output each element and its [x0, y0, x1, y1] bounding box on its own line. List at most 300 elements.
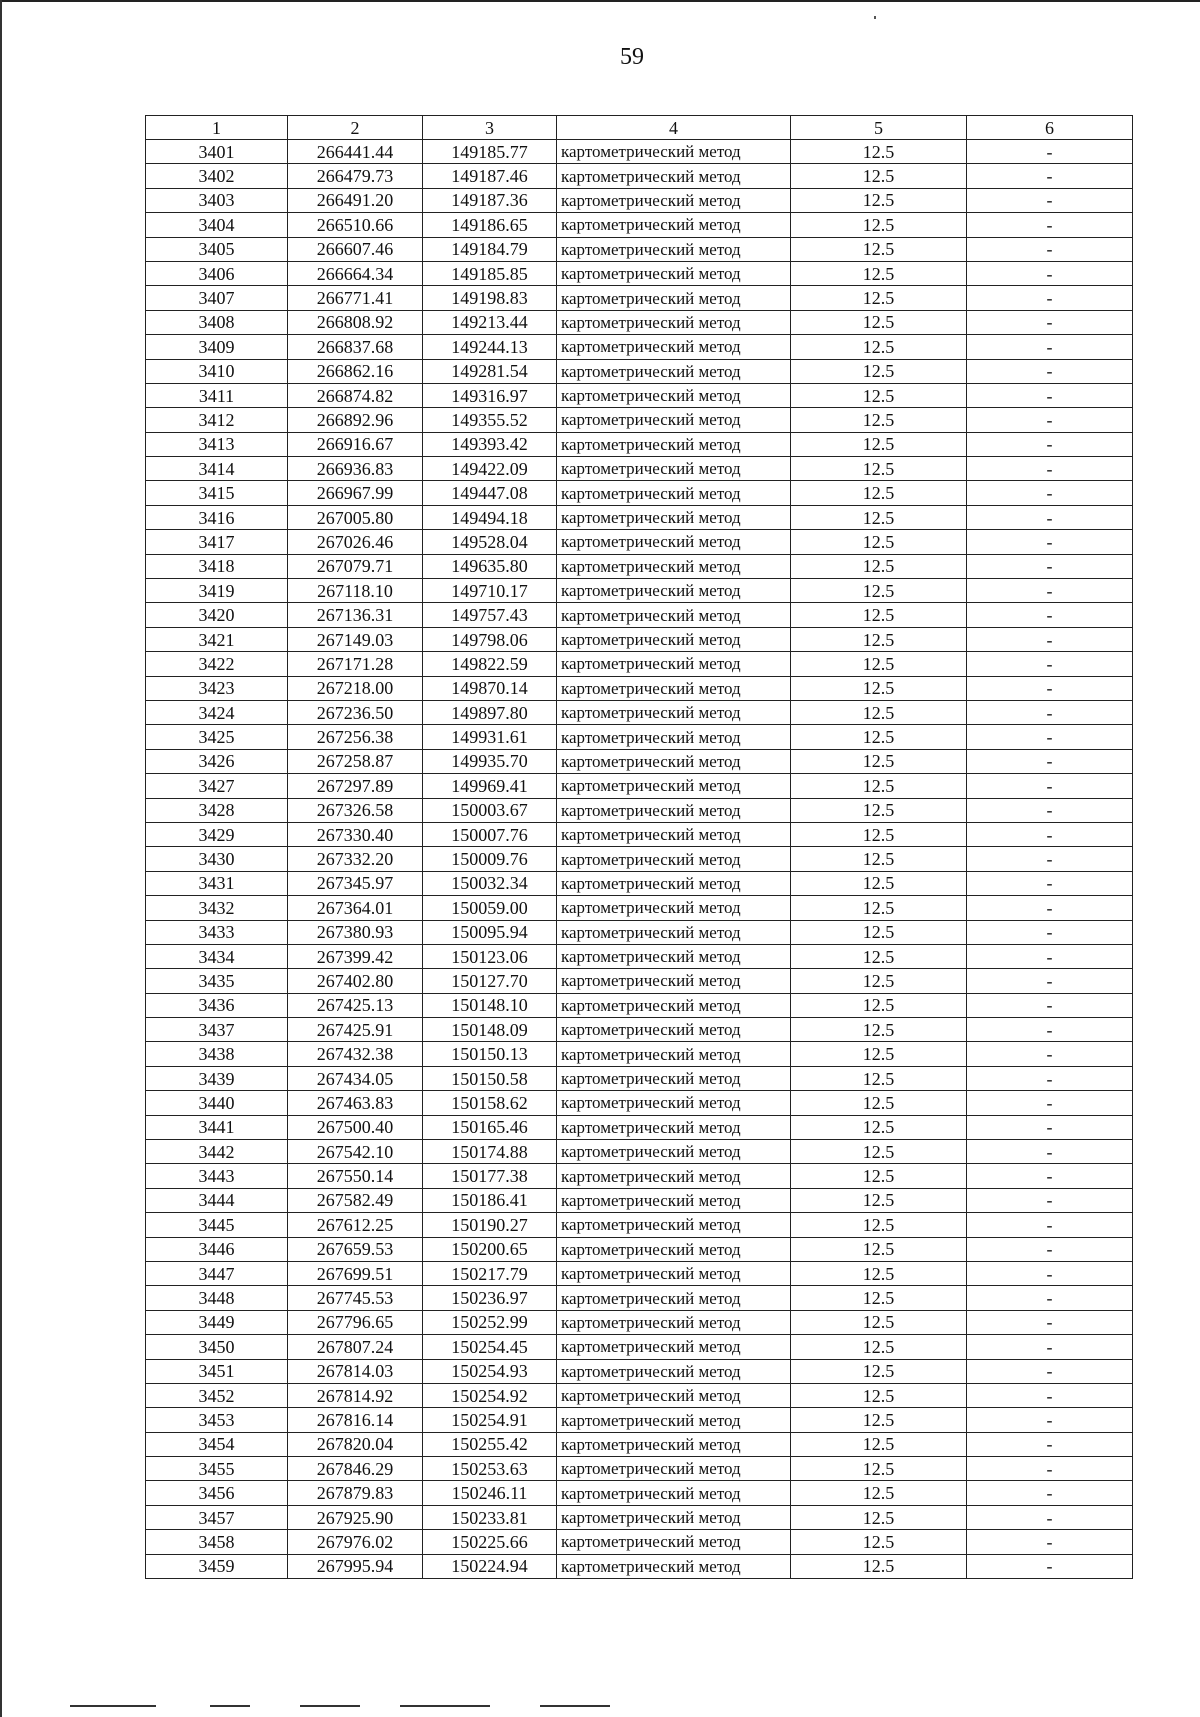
method-cell: картометрический метод: [557, 700, 791, 724]
note-cell: -: [967, 700, 1133, 724]
point-number-cell: 3448: [146, 1286, 288, 1310]
accuracy-cell: 12.5: [791, 1018, 967, 1042]
table-row: [146, 237, 1133, 261]
point-number-cell: 3408: [146, 310, 288, 334]
y-coordinate-cell: 149422.09: [423, 457, 557, 481]
y-coordinate-cell: 150059.00: [423, 896, 557, 920]
y-coordinate-cell: 150174.88: [423, 1140, 557, 1164]
y-coordinate-cell: 150186.41: [423, 1188, 557, 1212]
x-coordinate-cell: 267330.40: [288, 822, 423, 846]
method-cell: картометрический метод: [557, 1140, 791, 1164]
note-cell: -: [967, 359, 1133, 383]
method-cell: картометрический метод: [557, 1359, 791, 1383]
table-row: [146, 481, 1133, 505]
accuracy-cell: 12.5: [791, 1481, 967, 1505]
column-header: 5: [791, 116, 967, 140]
accuracy-cell: 12.5: [791, 579, 967, 603]
x-coordinate-cell: 266479.73: [288, 164, 423, 188]
note-cell: -: [967, 432, 1133, 456]
page-top-edge: [0, 0, 1200, 2]
point-number-cell: 3405: [146, 237, 288, 261]
x-coordinate-cell: 266664.34: [288, 261, 423, 285]
point-number-cell: 3445: [146, 1213, 288, 1237]
point-number-cell: 3424: [146, 700, 288, 724]
y-coordinate-cell: 150225.66: [423, 1530, 557, 1554]
y-coordinate-cell: 150217.79: [423, 1261, 557, 1285]
note-cell: -: [967, 774, 1133, 798]
table-row: [146, 1383, 1133, 1407]
note-cell: -: [967, 1237, 1133, 1261]
method-cell: картометрический метод: [557, 1188, 791, 1212]
method-cell: картометрический метод: [557, 1066, 791, 1090]
y-coordinate-cell: 149187.36: [423, 188, 557, 212]
accuracy-cell: 12.5: [791, 871, 967, 895]
x-coordinate-cell: 267345.97: [288, 871, 423, 895]
y-coordinate-cell: 150177.38: [423, 1164, 557, 1188]
note-cell: -: [967, 1140, 1133, 1164]
accuracy-cell: 12.5: [791, 822, 967, 846]
table-row: [146, 798, 1133, 822]
x-coordinate-cell: 267136.31: [288, 603, 423, 627]
method-cell: картометрический метод: [557, 1505, 791, 1529]
accuracy-cell: 12.5: [791, 749, 967, 773]
method-cell: картометрический метод: [557, 1164, 791, 1188]
point-number-cell: 3443: [146, 1164, 288, 1188]
accuracy-cell: 12.5: [791, 1213, 967, 1237]
table-row: [146, 1164, 1133, 1188]
method-cell: картометрический метод: [557, 847, 791, 871]
table-row: [146, 310, 1133, 334]
x-coordinate-cell: 267814.92: [288, 1383, 423, 1407]
accuracy-cell: 12.5: [791, 164, 967, 188]
note-cell: -: [967, 1530, 1133, 1554]
y-coordinate-cell: 150148.09: [423, 1018, 557, 1042]
method-cell: картометрический метод: [557, 408, 791, 432]
table-row: [146, 554, 1133, 578]
table-row: [146, 457, 1133, 481]
column-header: 3: [423, 116, 557, 140]
note-cell: -: [967, 310, 1133, 334]
point-number-cell: 3416: [146, 505, 288, 529]
x-coordinate-cell: 266892.96: [288, 408, 423, 432]
table-row: [146, 1140, 1133, 1164]
x-coordinate-cell: 266771.41: [288, 286, 423, 310]
note-cell: -: [967, 554, 1133, 578]
x-coordinate-cell: 267925.90: [288, 1505, 423, 1529]
y-coordinate-cell: 149198.83: [423, 286, 557, 310]
method-cell: картометрический метод: [557, 1530, 791, 1554]
accuracy-cell: 12.5: [791, 1554, 967, 1578]
note-cell: -: [967, 1481, 1133, 1505]
x-coordinate-cell: 267005.80: [288, 505, 423, 529]
note-cell: -: [967, 140, 1133, 164]
y-coordinate-cell: 150150.13: [423, 1042, 557, 1066]
note-cell: -: [967, 579, 1133, 603]
y-coordinate-cell: 149931.61: [423, 725, 557, 749]
point-number-cell: 3459: [146, 1554, 288, 1578]
method-cell: картометрический метод: [557, 261, 791, 285]
table-row: [146, 725, 1133, 749]
x-coordinate-cell: 267432.38: [288, 1042, 423, 1066]
note-cell: -: [967, 1066, 1133, 1090]
note-cell: -: [967, 871, 1133, 895]
method-cell: картометрический метод: [557, 603, 791, 627]
x-coordinate-cell: 267425.13: [288, 993, 423, 1017]
y-coordinate-cell: 149710.17: [423, 579, 557, 603]
table-row: [146, 505, 1133, 529]
table-row: [146, 1481, 1133, 1505]
table-row: [146, 335, 1133, 359]
point-number-cell: 3439: [146, 1066, 288, 1090]
x-coordinate-cell: 267434.05: [288, 1066, 423, 1090]
note-cell: -: [967, 676, 1133, 700]
y-coordinate-cell: 150236.97: [423, 1286, 557, 1310]
accuracy-cell: 12.5: [791, 1408, 967, 1432]
x-coordinate-cell: 267814.03: [288, 1359, 423, 1383]
point-number-cell: 3433: [146, 920, 288, 944]
method-cell: картометрический метод: [557, 359, 791, 383]
accuracy-cell: 12.5: [791, 700, 967, 724]
accuracy-cell: 12.5: [791, 1091, 967, 1115]
y-coordinate-cell: 150190.27: [423, 1213, 557, 1237]
y-coordinate-cell: 149969.41: [423, 774, 557, 798]
y-coordinate-cell: 150255.42: [423, 1432, 557, 1456]
header-row: [146, 116, 1133, 140]
accuracy-cell: 12.5: [791, 1530, 967, 1554]
point-number-cell: 3426: [146, 749, 288, 773]
note-cell: -: [967, 920, 1133, 944]
method-cell: картометрический метод: [557, 579, 791, 603]
x-coordinate-cell: 267332.20: [288, 847, 423, 871]
x-coordinate-cell: 267297.89: [288, 774, 423, 798]
x-coordinate-cell: 267218.00: [288, 676, 423, 700]
table-row: [146, 1359, 1133, 1383]
y-coordinate-cell: 150127.70: [423, 969, 557, 993]
y-coordinate-cell: 150158.62: [423, 1091, 557, 1115]
accuracy-cell: 12.5: [791, 1188, 967, 1212]
x-coordinate-cell: 267500.40: [288, 1115, 423, 1139]
point-number-cell: 3411: [146, 383, 288, 407]
method-cell: картометрический метод: [557, 530, 791, 554]
point-number-cell: 3407: [146, 286, 288, 310]
y-coordinate-cell: 149870.14: [423, 676, 557, 700]
y-coordinate-cell: 150254.92: [423, 1383, 557, 1407]
note-cell: -: [967, 725, 1133, 749]
note-cell: -: [967, 1408, 1133, 1432]
point-number-cell: 3438: [146, 1042, 288, 1066]
note-cell: -: [967, 335, 1133, 359]
note-cell: -: [967, 1261, 1133, 1285]
method-cell: картометрический метод: [557, 164, 791, 188]
note-cell: -: [967, 481, 1133, 505]
point-number-cell: 3413: [146, 432, 288, 456]
note-cell: -: [967, 1091, 1133, 1115]
note-cell: -: [967, 505, 1133, 529]
accuracy-cell: 12.5: [791, 847, 967, 871]
x-coordinate-cell: 266491.20: [288, 188, 423, 212]
point-number-cell: 3458: [146, 1530, 288, 1554]
y-coordinate-cell: 149528.04: [423, 530, 557, 554]
x-coordinate-cell: 267079.71: [288, 554, 423, 578]
method-cell: картометрический метод: [557, 1408, 791, 1432]
x-coordinate-cell: 267612.25: [288, 1213, 423, 1237]
accuracy-cell: 12.5: [791, 505, 967, 529]
page-left-edge: [0, 0, 2, 1717]
point-number-cell: 3406: [146, 261, 288, 285]
point-number-cell: 3437: [146, 1018, 288, 1042]
table-row: [146, 1042, 1133, 1066]
accuracy-cell: 12.5: [791, 896, 967, 920]
accuracy-cell: 12.5: [791, 1432, 967, 1456]
method-cell: картометрический метод: [557, 1335, 791, 1359]
table-row: [146, 1335, 1133, 1359]
x-coordinate-cell: 267816.14: [288, 1408, 423, 1432]
x-coordinate-cell: 267807.24: [288, 1335, 423, 1359]
table-row: [146, 188, 1133, 212]
method-cell: картометрический метод: [557, 749, 791, 773]
table-row: [146, 1432, 1133, 1456]
point-number-cell: 3436: [146, 993, 288, 1017]
table-row: [146, 871, 1133, 895]
y-coordinate-cell: 150252.99: [423, 1310, 557, 1334]
y-coordinate-cell: 150009.76: [423, 847, 557, 871]
accuracy-cell: 12.5: [791, 457, 967, 481]
accuracy-cell: 12.5: [791, 603, 967, 627]
method-cell: картометрический метод: [557, 993, 791, 1017]
method-cell: картометрический метод: [557, 335, 791, 359]
point-number-cell: 3418: [146, 554, 288, 578]
y-coordinate-cell: 150254.91: [423, 1408, 557, 1432]
y-coordinate-cell: 149935.70: [423, 749, 557, 773]
table-row: [146, 1505, 1133, 1529]
scan-bottom-marks: [70, 1705, 770, 1707]
x-coordinate-cell: 267399.42: [288, 944, 423, 968]
accuracy-cell: 12.5: [791, 286, 967, 310]
table-row: [146, 1261, 1133, 1285]
accuracy-cell: 12.5: [791, 1286, 967, 1310]
point-number-cell: 3410: [146, 359, 288, 383]
accuracy-cell: 12.5: [791, 481, 967, 505]
x-coordinate-cell: 267236.50: [288, 700, 423, 724]
accuracy-cell: 12.5: [791, 213, 967, 237]
accuracy-cell: 12.5: [791, 725, 967, 749]
note-cell: -: [967, 1432, 1133, 1456]
method-cell: картометрический метод: [557, 554, 791, 578]
x-coordinate-cell: 266967.99: [288, 481, 423, 505]
point-number-cell: 3422: [146, 652, 288, 676]
point-number-cell: 3404: [146, 213, 288, 237]
note-cell: -: [967, 1018, 1133, 1042]
x-coordinate-cell: 267380.93: [288, 920, 423, 944]
x-coordinate-cell: 267425.91: [288, 1018, 423, 1042]
method-cell: картометрический метод: [557, 871, 791, 895]
accuracy-cell: 12.5: [791, 1457, 967, 1481]
method-cell: картометрический метод: [557, 140, 791, 164]
x-coordinate-cell: 267699.51: [288, 1261, 423, 1285]
note-cell: -: [967, 603, 1133, 627]
method-cell: картометрический метод: [557, 1457, 791, 1481]
accuracy-cell: 12.5: [791, 1042, 967, 1066]
point-number-cell: 3427: [146, 774, 288, 798]
note-cell: -: [967, 896, 1133, 920]
table-row: [146, 1115, 1133, 1139]
y-coordinate-cell: 149494.18: [423, 505, 557, 529]
table-row: [146, 774, 1133, 798]
y-coordinate-cell: 149798.06: [423, 627, 557, 651]
x-coordinate-cell: 267550.14: [288, 1164, 423, 1188]
y-coordinate-cell: 150095.94: [423, 920, 557, 944]
table-body: [146, 116, 1133, 1579]
method-cell: картометрический метод: [557, 383, 791, 407]
y-coordinate-cell: 150007.76: [423, 822, 557, 846]
table-row: [146, 1091, 1133, 1115]
accuracy-cell: 12.5: [791, 408, 967, 432]
point-number-cell: 3451: [146, 1359, 288, 1383]
x-coordinate-cell: 266862.16: [288, 359, 423, 383]
y-coordinate-cell: 150246.11: [423, 1481, 557, 1505]
y-coordinate-cell: 150200.65: [423, 1237, 557, 1261]
accuracy-cell: 12.5: [791, 432, 967, 456]
note-cell: -: [967, 749, 1133, 773]
point-number-cell: 3402: [146, 164, 288, 188]
y-coordinate-cell: 150224.94: [423, 1554, 557, 1578]
point-number-cell: 3450: [146, 1335, 288, 1359]
accuracy-cell: 12.5: [791, 1359, 967, 1383]
note-cell: -: [967, 1505, 1133, 1529]
y-coordinate-cell: 149393.42: [423, 432, 557, 456]
accuracy-cell: 12.5: [791, 1066, 967, 1090]
y-coordinate-cell: 150032.34: [423, 871, 557, 895]
point-number-cell: 3453: [146, 1408, 288, 1432]
x-coordinate-cell: 267402.80: [288, 969, 423, 993]
table-row: [146, 1018, 1133, 1042]
y-coordinate-cell: 150165.46: [423, 1115, 557, 1139]
point-number-cell: 3423: [146, 676, 288, 700]
method-cell: картометрический метод: [557, 188, 791, 212]
table-row: [146, 944, 1133, 968]
point-number-cell: 3425: [146, 725, 288, 749]
y-coordinate-cell: 149186.65: [423, 213, 557, 237]
table-row: [146, 920, 1133, 944]
note-cell: -: [967, 798, 1133, 822]
y-coordinate-cell: 149316.97: [423, 383, 557, 407]
method-cell: картометрический метод: [557, 432, 791, 456]
note-cell: -: [967, 944, 1133, 968]
method-cell: картометрический метод: [557, 1261, 791, 1285]
x-coordinate-cell: 267258.87: [288, 749, 423, 773]
x-coordinate-cell: 267026.46: [288, 530, 423, 554]
point-number-cell: 3456: [146, 1481, 288, 1505]
table-row: [146, 408, 1133, 432]
table-row: [146, 1408, 1133, 1432]
coordinates-table: [145, 115, 1133, 1579]
note-cell: -: [967, 652, 1133, 676]
y-coordinate-cell: 149822.59: [423, 652, 557, 676]
method-cell: картометрический метод: [557, 1554, 791, 1578]
table-row: [146, 359, 1133, 383]
accuracy-cell: 12.5: [791, 969, 967, 993]
note-cell: -: [967, 1286, 1133, 1310]
method-cell: картометрический метод: [557, 1481, 791, 1505]
note-cell: -: [967, 237, 1133, 261]
method-cell: картометрический метод: [557, 1115, 791, 1139]
accuracy-cell: 12.5: [791, 1164, 967, 1188]
x-coordinate-cell: 266874.82: [288, 383, 423, 407]
note-cell: -: [967, 822, 1133, 846]
note-cell: -: [967, 408, 1133, 432]
method-cell: картометрический метод: [557, 1042, 791, 1066]
accuracy-cell: 12.5: [791, 359, 967, 383]
accuracy-cell: 12.5: [791, 310, 967, 334]
table-row: [146, 676, 1133, 700]
y-coordinate-cell: 150254.93: [423, 1359, 557, 1383]
x-coordinate-cell: 266441.44: [288, 140, 423, 164]
method-cell: картометрический метод: [557, 725, 791, 749]
note-cell: -: [967, 1383, 1133, 1407]
accuracy-cell: 12.5: [791, 140, 967, 164]
y-coordinate-cell: 149187.46: [423, 164, 557, 188]
method-cell: картометрический метод: [557, 1383, 791, 1407]
method-cell: картометрический метод: [557, 774, 791, 798]
point-number-cell: 3412: [146, 408, 288, 432]
accuracy-cell: 12.5: [791, 774, 967, 798]
note-cell: -: [967, 213, 1133, 237]
point-number-cell: 3409: [146, 335, 288, 359]
y-coordinate-cell: 149244.13: [423, 335, 557, 359]
method-cell: картометрический метод: [557, 1286, 791, 1310]
x-coordinate-cell: 267995.94: [288, 1554, 423, 1578]
point-number-cell: 3446: [146, 1237, 288, 1261]
point-number-cell: 3414: [146, 457, 288, 481]
y-coordinate-cell: 150233.81: [423, 1505, 557, 1529]
x-coordinate-cell: 267796.65: [288, 1310, 423, 1334]
x-coordinate-cell: 267846.29: [288, 1457, 423, 1481]
x-coordinate-cell: 267118.10: [288, 579, 423, 603]
note-cell: -: [967, 261, 1133, 285]
point-number-cell: 3435: [146, 969, 288, 993]
method-cell: картометрический метод: [557, 798, 791, 822]
y-coordinate-cell: 149635.80: [423, 554, 557, 578]
x-coordinate-cell: 267879.83: [288, 1481, 423, 1505]
note-cell: -: [967, 188, 1133, 212]
x-coordinate-cell: 266837.68: [288, 335, 423, 359]
x-coordinate-cell: 267463.83: [288, 1091, 423, 1115]
point-number-cell: 3454: [146, 1432, 288, 1456]
method-cell: картометрический метод: [557, 920, 791, 944]
accuracy-cell: 12.5: [791, 1505, 967, 1529]
accuracy-cell: 12.5: [791, 798, 967, 822]
accuracy-cell: 12.5: [791, 383, 967, 407]
point-number-cell: 3420: [146, 603, 288, 627]
x-coordinate-cell: 267820.04: [288, 1432, 423, 1456]
note-cell: -: [967, 627, 1133, 651]
note-cell: -: [967, 1115, 1133, 1139]
x-coordinate-cell: 267256.38: [288, 725, 423, 749]
point-number-cell: 3441: [146, 1115, 288, 1139]
point-number-cell: 3421: [146, 627, 288, 651]
note-cell: -: [967, 847, 1133, 871]
note-cell: -: [967, 1213, 1133, 1237]
method-cell: картометрический метод: [557, 213, 791, 237]
note-cell: -: [967, 1554, 1133, 1578]
method-cell: картометрический метод: [557, 896, 791, 920]
accuracy-cell: 12.5: [791, 1237, 967, 1261]
y-coordinate-cell: 149447.08: [423, 481, 557, 505]
method-cell: картометрический метод: [557, 1213, 791, 1237]
point-number-cell: 3431: [146, 871, 288, 895]
x-coordinate-cell: 266916.67: [288, 432, 423, 456]
note-cell: -: [967, 1310, 1133, 1334]
